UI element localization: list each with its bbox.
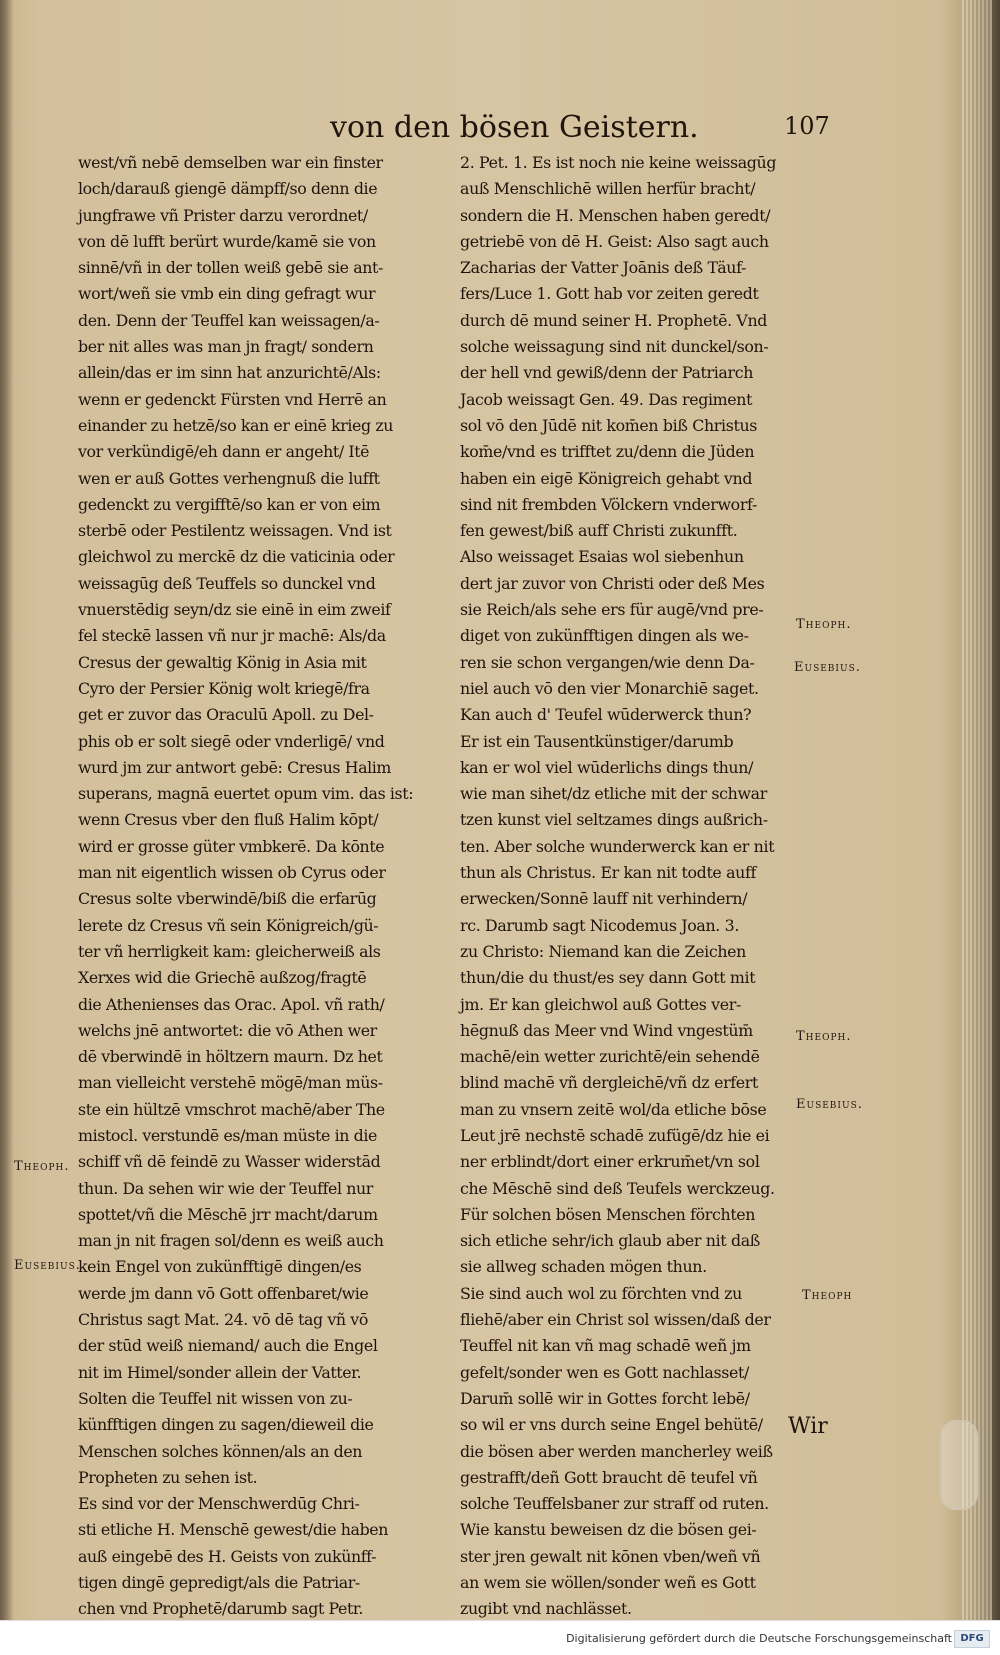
text-line: Cyro der Persier König wolt kriegē/fra xyxy=(78,678,370,698)
text-line: sterbē oder Pestilentz weissagen. Vnd ist xyxy=(78,521,392,541)
page-header xyxy=(330,110,830,150)
text-line: tigen dingē gepredigt/als die Patriar- xyxy=(78,1573,360,1593)
text-line: man zu vnsern zeitē wol/da etliche bōse xyxy=(460,1099,767,1119)
text-line: fel steckē lassen vñ nur jr machē: Als/da xyxy=(78,626,386,646)
text-line: wenn Cresus vber den fluß Halim kōpt/ xyxy=(78,810,379,830)
text-line: ter vñ herrligkeit kam: gleicherweiß als xyxy=(78,941,381,961)
text-line: ner erblindt/dort einer erkrum̄et/vn sol xyxy=(460,1152,760,1172)
text-line: gestrafft/deñ Gott braucht dē teufel vñ xyxy=(460,1467,758,1487)
text-line: get er zuvor das Oraculū Apoll. zu Del- xyxy=(78,705,374,725)
text-line: thun als Christus. Er kan nit todte auff xyxy=(460,863,756,883)
text-line: ste ein hültzē vmschrot machē/aber The xyxy=(78,1099,385,1119)
text-line: superans, magnā euertet opum vim. das ist: xyxy=(78,784,414,804)
text-line: west/vñ nebē demselben war ein finster xyxy=(78,153,383,172)
text-line: Teuffel nit kan vñ mag schadē weñ jm xyxy=(460,1336,751,1356)
text-line: Wie kanstu beweisen dz die bösen gei- xyxy=(460,1520,757,1540)
text-line: der hell vnd gewiß/denn der Patriarch xyxy=(460,363,754,383)
right-text-column xyxy=(460,150,832,1623)
running-title: von den bösen Geistern. xyxy=(330,110,699,145)
text-line: rc. Darumb sagt Nicodemus Joan. 3. xyxy=(460,915,739,935)
text-line: kan er wol viel wūderlichs dings thun/ xyxy=(460,757,754,777)
text-line: Es sind vor der Menschwerdūg Chri- xyxy=(78,1494,360,1514)
margin-note-eusebius: Eusebius. xyxy=(796,1097,863,1112)
text-line: jungfrawe vñ Prister darzu verordnet/ xyxy=(78,205,368,225)
folio-number: 107 xyxy=(784,112,830,140)
text-line: Darum̄ sollē wir in Gottes forcht lebē/ xyxy=(460,1388,750,1408)
text-line: gefelt/sonder wen es Gott nachlasset/ xyxy=(460,1362,749,1382)
text-line: so wil er vns durch seine Engel behütē/ xyxy=(460,1415,763,1435)
margin-note-theoph: Theoph. xyxy=(796,617,852,632)
text-line: den. Denn der Teuffel kan weissagen/a- xyxy=(78,310,380,330)
text-line: blind machē vñ dergleichē/vñ dz erfert xyxy=(460,1073,758,1093)
text-line: machē/ein wetter zurichtē/ein sehendē xyxy=(460,1047,760,1067)
text-line: man jn nit fragen sol/denn es weiß auch xyxy=(78,1231,384,1251)
text-line: ber nit alles was man jn fragt/ sondern xyxy=(78,337,374,357)
book-clip xyxy=(940,1420,978,1510)
text-line: getriebē von dē H. Geist: Also sagt auch xyxy=(460,231,769,251)
text-line: allein/das er im sinn hat anzurichtē/Als: xyxy=(78,363,381,383)
text-line: erwecken/Sonnē lauff nit verhindern/ xyxy=(460,889,748,909)
text-line: die Athenienses das Orac. Apol. vñ rath/ xyxy=(78,994,385,1014)
text-line: auß Menschlichē willen herfür bracht/ xyxy=(460,179,756,199)
text-line: durch dē mund seiner H. Prophetē. Vnd xyxy=(460,310,768,330)
text-line: solche weissagung sind nit dunckel/son- xyxy=(460,337,769,357)
digitization-credit: Digitalisierung gefördert durch die Deutsche Forschungsgemeinschaft xyxy=(566,1632,952,1645)
page-edge xyxy=(962,0,992,1620)
text-line: weissagūg deß Teuffels so dunckel vnd xyxy=(78,573,376,593)
text-line: sti etliche H. Menschē gewest/die haben xyxy=(78,1520,389,1540)
text-line: der stūd weiß niemand/ auch die Engel xyxy=(78,1336,378,1356)
text-line: Propheten zu sehen ist. xyxy=(78,1467,258,1487)
text-line: sondern die H. Menschen haben geredt/ xyxy=(460,205,771,225)
text-line: spottet/vñ die Mēschē jrr macht/darum xyxy=(78,1204,378,1224)
text-line: einander zu hetzē/so kan er einē krieg zu xyxy=(78,415,394,435)
text-line: haben ein eigē Königreich gehabt vnd xyxy=(460,468,753,488)
text-line: kein Engel von zukünfftigē dingen/es xyxy=(78,1257,362,1277)
text-line: gleichwol zu merckē dz die vaticinia oder xyxy=(78,547,395,567)
text-line: fers/Luce 1. Gott hab vor zeiten geredt xyxy=(460,284,759,304)
text-line: 2. Pet. 1. Es ist noch nie keine weissagūg xyxy=(460,153,777,172)
text-line: die bösen aber werden mancherley weiß xyxy=(460,1441,773,1461)
text-line: künfftigen dingen zu sagen/dieweil die xyxy=(78,1415,374,1435)
text-line: kom̄e/vnd es trifftet zu/denn die Jüden xyxy=(460,442,755,462)
text-line: gedenckt zu vergifftē/so kan er von eim xyxy=(78,494,381,514)
text-line: fliehē/aber ein Christ sol wissen/daß der xyxy=(460,1310,771,1330)
text-line: Menschen solches können/als an den xyxy=(78,1441,363,1461)
text-line: dē vberwindē in höltzern maurn. Dz het xyxy=(78,1047,383,1067)
text-line: ten. Aber solche wunderwerck kan er nit xyxy=(460,836,775,856)
text-line: mistocl. verstundē es/man müste in die xyxy=(78,1125,377,1145)
text-line: wort/weñ sie vmb ein ding gefragt wur xyxy=(78,284,376,304)
text-line: ster jren gewalt nit kōnen vben/weñ vñ xyxy=(460,1546,761,1566)
text-line: werde jm dann vō Gott offenbaret/wie xyxy=(78,1283,369,1303)
text-line: wie man sihet/dz etliche mit der schwar xyxy=(460,784,767,804)
text-line: jm. Er kan gleichwol auß Gottes ver- xyxy=(460,994,741,1014)
text-line: wenn er gedenckt Fürsten vnd Herrē an xyxy=(78,389,387,409)
text-line: chen vnd Prophetē/darumb sagt Petr. xyxy=(78,1599,363,1619)
text-line: vor verkündigē/eh dann er angeht/ Itē xyxy=(78,442,370,462)
text-line: sinnē/vñ in der tollen weiß gebē sie ant- xyxy=(78,258,383,278)
text-line: man vielleicht verstehē mögē/man müs- xyxy=(78,1073,383,1093)
margin-note-theoph: Theoph xyxy=(802,1288,853,1303)
dfg-logo-icon: DFG xyxy=(954,1630,990,1648)
spine-shadow xyxy=(0,0,14,1620)
text-line: tzen kunst viel seltzames dings außrich- xyxy=(460,810,768,830)
text-line: sol vō den Jūdē nit kom̄en biß Christus xyxy=(460,415,758,435)
text-line: auß eingebē des H. Geists von zukünff- xyxy=(78,1546,377,1566)
text-line: sie allweg schaden mögen thun. xyxy=(460,1257,707,1277)
margin-note-eusebius: Eusebius. xyxy=(14,1258,81,1273)
text-line: wurd jm zur antwort gebē: Cresus Halim xyxy=(78,757,391,777)
margin-note-theoph: Theoph. xyxy=(14,1159,70,1174)
text-line: Für solchen bösen Menschen förchten xyxy=(460,1204,756,1224)
text-line: an wem sie wöllen/sonder weñ es Gott xyxy=(460,1573,756,1593)
margin-note-eusebius: Eusebius. xyxy=(794,660,861,675)
text-line: man nit eigentlich wissen ob Cyrus oder xyxy=(78,863,386,883)
text-line: sich etliche sehr/ich glaub aber nit daß xyxy=(460,1231,761,1251)
text-line: Solten die Teuffel nit wissen von zu- xyxy=(78,1388,353,1408)
text-line: che Mēschē sind deß Teufels werckzeug. xyxy=(460,1178,775,1198)
text-line: dert jar zuvor von Christi oder deß Mes xyxy=(460,573,765,593)
text-line: lerete dz Cresus vñ sein Königreich/gü- xyxy=(78,915,379,935)
margin-note-theoph: Theoph. xyxy=(796,1029,852,1044)
text-line: Xerxes wid die Griechē außzog/fragtē xyxy=(78,968,367,988)
text-line: diget von zukünfftigen dingen als we- xyxy=(460,626,749,646)
text-line: Also weissaget Esaias wol siebenhun xyxy=(460,547,744,567)
text-line: Leut jrē nechstē schadē zufügē/dz hie ei xyxy=(460,1125,770,1145)
text-line: Christus sagt Mat. 24. vō dē tag vñ vō xyxy=(78,1310,368,1330)
text-line: nit im Himel/sonder allein der Vatter. xyxy=(78,1362,362,1382)
text-line: hēgnuß das Meer vnd Wind vngestüm̄ xyxy=(460,1020,753,1040)
catchword: Wir xyxy=(788,1414,828,1439)
text-line: Sie sind auch wol zu förchten vnd zu xyxy=(460,1283,742,1303)
text-line: ren sie schon vergangen/wie denn Da- xyxy=(460,652,755,672)
text-line: Cresus solte vberwindē/biß die erfarūg xyxy=(78,889,377,909)
text-line: von dē lufft berürt wurde/kamē sie von xyxy=(78,231,376,251)
text-line: zu Christo: Niemand kan die Zeichen xyxy=(460,941,747,961)
text-line: niel auch vō den vier Monarchiē saget. xyxy=(460,678,759,698)
left-text-column xyxy=(78,150,443,1623)
text-line: sie Reich/als sehe ers für augē/vnd pre- xyxy=(460,600,764,620)
text-line: sind nit frembden Völckern vnderworf- xyxy=(460,494,757,514)
footer-bar xyxy=(0,1620,1000,1655)
text-line: vnuerstēdig seyn/dz sie einē in eim zweif xyxy=(78,600,391,620)
text-line: Kan auch d' Teufel wūderwerck thun? xyxy=(460,705,752,725)
text-line: welchs jnē antwortet: die vō Athen wer xyxy=(78,1020,377,1040)
text-line: solche Teuffelsbaner zur straff od ruten. xyxy=(460,1494,769,1514)
text-line: Zacharias der Vatter Joānis deß Täuf- xyxy=(460,258,747,278)
text-line: Er ist ein Tausentkünstiger/darumb xyxy=(460,731,734,751)
text-line: fen gewest/biß auff Christi zukunfft. xyxy=(460,521,738,541)
text-line: phis ob er solt siegē oder vnderligē/ vnd xyxy=(78,731,385,751)
text-line: thun/die du thust/es sey dann Gott mit xyxy=(460,968,756,988)
text-line: zugibt vnd nachlässet. xyxy=(460,1599,632,1619)
text-line: Cresus der gewaltig König in Asia mit xyxy=(78,652,367,672)
text-line: schiff vñ dē feindē zu Wasser widerstād xyxy=(78,1152,381,1172)
text-line: Jacob weissagt Gen. 49. Das regiment xyxy=(460,389,753,409)
text-line: thun. Da sehen wir wie der Teuffel nur xyxy=(78,1178,373,1198)
text-line: wird er grosse güter vmbkerē. Da kōnte xyxy=(78,836,385,856)
text-line: loch/darauß giengē dämpff/so denn die xyxy=(78,179,378,199)
text-line: wen er auß Gottes verhengnuß die lufft xyxy=(78,468,380,488)
